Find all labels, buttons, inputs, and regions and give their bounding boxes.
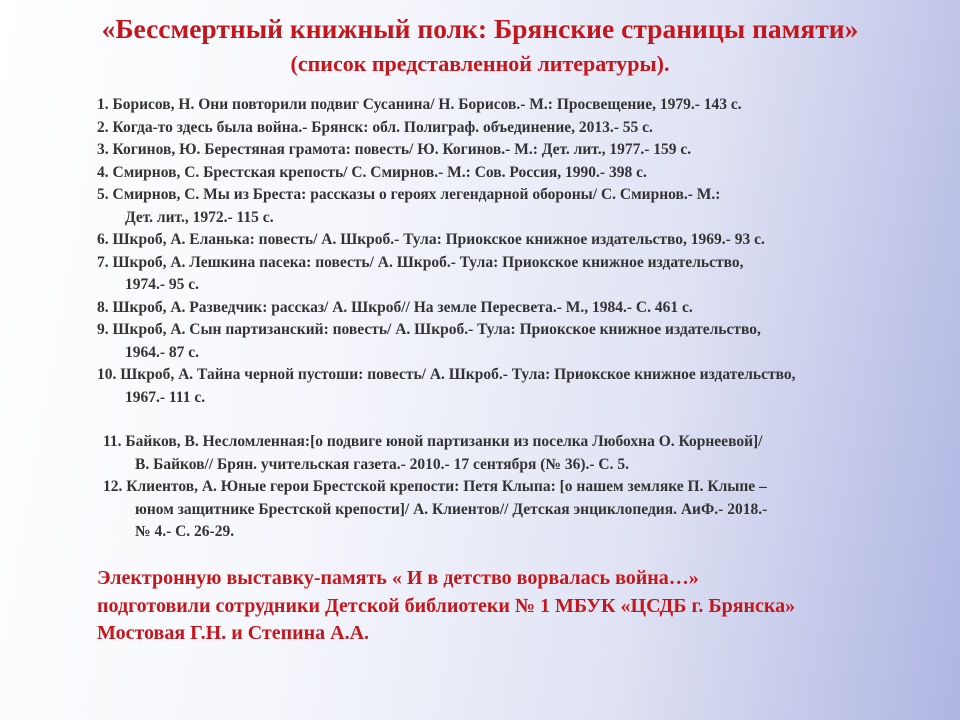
article-list: [103, 431, 953, 544]
list-item-continuation: Дет. лит., 1972.- 115 с.: [125, 208, 274, 226]
book-entry: [97, 252, 947, 297]
list-item-text: 2. Когда-то здесь была война.- Брянск: обл. Полиграф. объединение, 2013.- 55 с.: [97, 118, 653, 136]
list-item-text: 8. Шкроб, А. Разведчик: рассказ/ А. Шкроб// На земле Пересвета.- М., 1984.- С. 461 с.: [97, 298, 693, 316]
book-entry: [97, 297, 947, 320]
credits-line: Электронную выставку-память « И в детство ворвалась война…»: [97, 567, 699, 589]
list-item-text: 4. Смирнов, С. Брестская крепость/ С. Смирнов.- М.: Сов. Россия, 1990.- 398 с.: [97, 163, 647, 181]
book-entry: [97, 184, 947, 229]
book-list: [97, 94, 947, 409]
list-item-continuation: В. Байков// Брян. учительская газета.- 2010.- 17 сентября (№ 36).- С. 5.: [135, 455, 630, 473]
book-entry: [97, 117, 947, 140]
list-item-continuation: 1964.- 87 с.: [125, 343, 200, 361]
page-subtitle: (список представленной литературы).: [290, 51, 670, 76]
article-entry: [103, 431, 953, 476]
list-item-continuation: 1974.- 95 с.: [125, 276, 200, 293]
header: [0, 12, 960, 78]
page-title: «Бессмертный книжный полк: Брянские страницы памяти»: [101, 13, 859, 44]
list-item-text: 11. Байков, В. Несломленная:[о подвиге юной партизанки из поселка Любохна О. Корнеевой]/: [103, 433, 763, 450]
list-item-text: 1. Борисов, Н. Они повторили подвиг Сусанина/ Н. Борисов.- М.: Просвещение, 1979.- 143 с.: [97, 96, 742, 113]
book-entry: [97, 229, 947, 252]
list-item-text: 10. Шкроб, А. Тайна черной пустоши: повесть/ А. Шкроб.- Тула: Приокское книжное издательство,: [97, 366, 796, 383]
list-item-text: 7. Шкроб, А. Лешкина пасека: повесть/ А. Шкроб.- Тула: Приокское книжное издательство,: [97, 253, 744, 271]
book-entry: [97, 162, 947, 185]
list-item-continuation: 1967.- 111 с.: [125, 388, 206, 406]
list-item-text: 6. Шкроб, А. Еланька: повесть/ А. Шкроб.- Тула: Приокское книжное издательство, 1969.- 93 с.: [97, 231, 765, 248]
book-entry: [97, 139, 947, 162]
credits-line: подготовили сотрудники Детской библиотеки № 1 МБУК «ЦСДБ г. Брянска»: [97, 594, 796, 617]
list-item-text: 5. Смирнов, С. Мы из Бреста: рассказы о героях легендарной обороны/ С. Смирнов.- М.:: [97, 186, 721, 203]
article-entry: [103, 476, 953, 544]
credits-line: Мостовая Г.Н. и Степина А.А.: [97, 622, 370, 644]
book-entry: [97, 94, 947, 117]
list-item-continuation: юном защитнике Брестской крепости]/ А. Клиентов// Детская энциклопедия. АиФ.- 2018.-: [135, 500, 768, 518]
list-item-text: 9. Шкроб, А. Сын партизанский: повесть/ А. Шкроб.- Тула: Приокское книжное издательство,: [97, 321, 761, 338]
list-item-continuation: № 4.- С. 26-29.: [135, 523, 235, 540]
book-entry: [97, 319, 947, 364]
credits-block: [97, 565, 947, 648]
list-item-text: 12. Клиентов, А. Юные герои Брестской крепости: Петя Клыпа: [о нашем земляке П. Клыпе –: [103, 478, 767, 495]
book-entry: [97, 364, 947, 409]
list-item-text: 3. Когинов, Ю. Берестяная грамота: повесть/ Ю. Когинов.- М.: Дет. лит., 1977.- 159 с.: [97, 141, 692, 158]
